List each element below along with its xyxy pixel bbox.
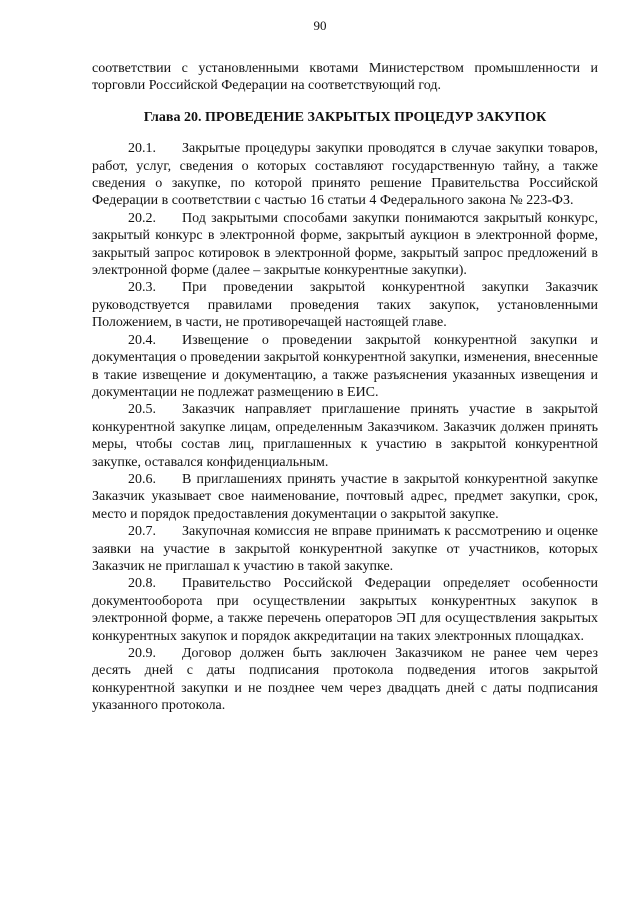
- paragraph-text: При проведении закрытой конкурентной закупки Заказчик руководствуется правилами проведения таких закупок, установленными Положением, в части, не противоречащей настоящей главе.: [92, 280, 598, 331]
- paragraph-number: 20.2.: [128, 210, 156, 226]
- paragraph-20-3: [92, 279, 598, 331]
- paragraph-text: Заказчик направляет приглашение принять участие в закрытой конкурентной закупке лицам, определенным Заказчиком. Заказчик должен принять меры, чтобы состав лиц, приглашенных к участию в закрытой конкурентной закупке, оставался конфиденциальным.: [92, 402, 598, 470]
- paragraph-number: 20.7.: [128, 524, 156, 540]
- paragraph-number: 20.6.: [128, 471, 156, 487]
- paragraph-number: 20.9.: [128, 646, 156, 661]
- paragraph-text: Извещение о проведении закрытой конкурентной закупки и документация о проведении закрытой конкурентной закупки, изменения, внесенные в такие извещение и документацию, а также разъяснения указанных извещения и документации не подлежат размещению в ЕИС.: [92, 332, 598, 400]
- paragraph-20-7: [92, 523, 598, 575]
- chapter-title: Глава 20. ПРОВЕДЕНИЕ ЗАКРЫТЫХ ПРОЦЕДУР ЗАКУПОК: [143, 109, 547, 125]
- paragraph-text: Правительство Российской Федерации определяет особенности документооборота при осуществлении закрытых конкурентных закупок в электронной форме, а также перечень операторов ЭП для осуществления закрытых конкурентных закупок и порядок аккредитации на таких электронных площадках.: [92, 576, 598, 644]
- paragraph-20-5: [92, 401, 598, 471]
- paragraph-20-1: [92, 140, 598, 210]
- intro-paragraph: соответствии с установленными квотами Министерством промышленности и торговли Российской Федерации на соответствующий год.: [92, 61, 598, 94]
- paragraph-20-8: [92, 575, 598, 645]
- page-number: 90: [313, 18, 327, 33]
- paragraph-20-4: [92, 332, 598, 402]
- page-content: [92, 60, 598, 715]
- paragraph-text: Договор должен быть заключен Заказчиком не ранее чем через десять дней с даты подписания протокола подведения итогов закрытой конкурентной закупки и не позднее чем через двадцать дней с даты подписания указанного протокола.: [92, 646, 598, 714]
- paragraph-number: 20.1.: [128, 141, 156, 157]
- paragraph-number: 20.4.: [128, 332, 156, 348]
- paragraph-number: 20.8.: [128, 576, 156, 592]
- paragraph-number: 20.3.: [128, 280, 156, 296]
- paragraph-text: В приглашениях принять участие в закрытой конкурентной закупке Заказчик указывает свое наименование, почтовый адрес, предмет закупки, срок, место и порядок предоставления документации о закрытой закупке.: [92, 471, 598, 522]
- paragraph-20-6: [92, 471, 598, 523]
- paragraph-text: Закрытые процедуры закупки проводятся в случае закупки товаров, работ, услуг, сведения о которых составляют государственную тайну, а также сведения о закупке, по которой принято решение Правительства Российской Федерации в соответствии с частью 16 статьи 4 Федерального закона № 223-ФЗ.: [92, 141, 598, 209]
- paragraph-20-2: [92, 210, 598, 280]
- paragraph-20-9: [92, 645, 598, 715]
- paragraph-number: 20.5.: [128, 402, 156, 418]
- paragraph-text: Закупочная комиссия не вправе принимать к рассмотрению и оценке заявки на участие в закрытой конкурентной закупке от участников, которых Заказчик не приглашал к участию в такой закупке.: [92, 524, 598, 574]
- paragraph-text: Под закрытыми способами закупки понимаются закрытый конкурс, закрытый конкурс в электронной форме, закрытый аукцион в электронной форме, закрытый запрос котировок в электронной форме, закрытый запрос предложений в электронной форме (далее – закрытые конкурентные закупки).: [92, 210, 598, 279]
